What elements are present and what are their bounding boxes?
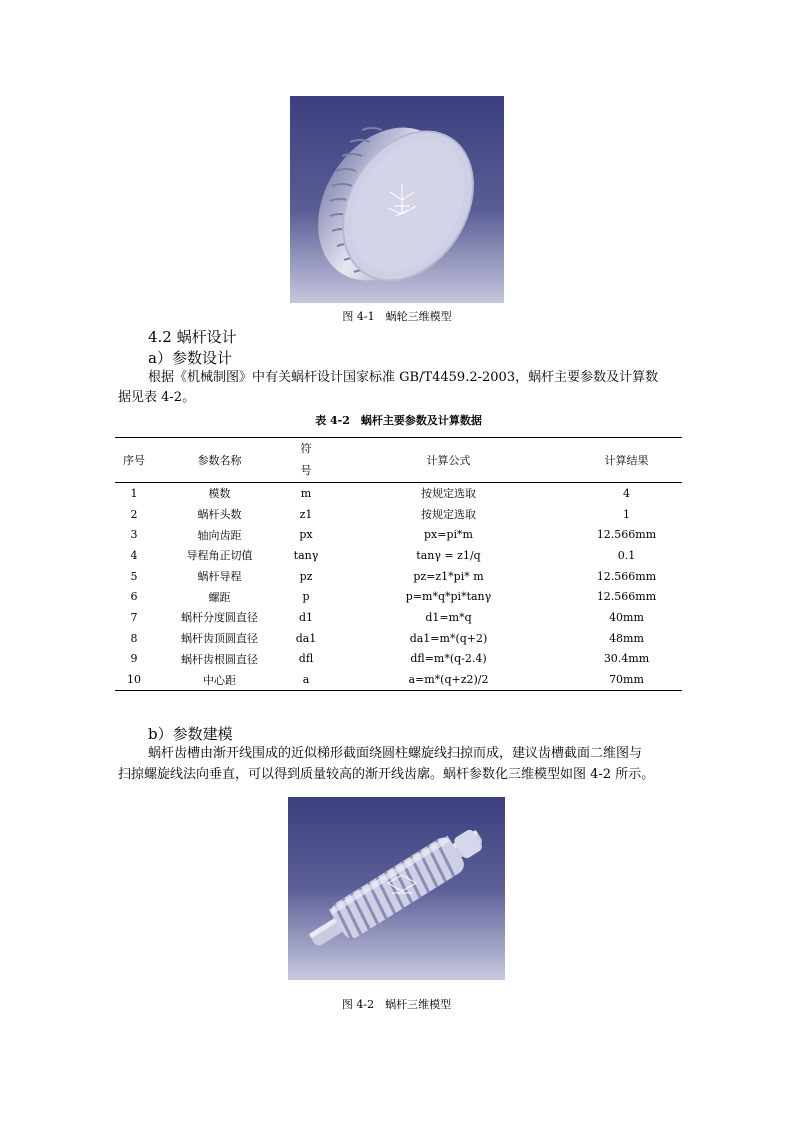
cell-symbol: z1 [299, 507, 313, 521]
figure1-caption: 图 4-1 蜗轮三维模型 [342, 310, 452, 323]
cell-no: 2 [130, 507, 138, 521]
cell-no: 8 [130, 631, 138, 645]
cell-name: 蜗杆齿顶圆直径 [181, 632, 258, 646]
subheading-b: b）参数建模 [148, 725, 233, 743]
cell-result: 30.4mm [603, 652, 650, 666]
cell-no: 3 [130, 528, 138, 542]
cell-symbol: d1 [298, 610, 314, 624]
header-result: 计算结果 [604, 454, 649, 467]
cell-result: 1 [623, 507, 630, 521]
cell-result: 0.1 [617, 548, 636, 562]
table-row [115, 607, 682, 628]
cell-result: 48mm [609, 631, 644, 645]
header-name: 参数名称 [197, 454, 242, 467]
cell-name: 蜗杆导程 [197, 570, 242, 584]
table-title: 表 4-2 蜗杆主要参数及计算数据 [315, 414, 482, 427]
paragraph-b-line2: 扫掠螺旋线法向垂直，可以得到质量较高的渐开线齿廓。蜗杆参数化三维模型如图 4-2 所示。 [118, 767, 655, 782]
table-row [115, 669, 682, 690]
paragraph-a-line1: 根据《机械制图》中有关蜗杆设计国家标准 GB/T4459.2-2003，蜗杆主要参数及计算数 [148, 370, 659, 385]
cell-name: 模数 [208, 487, 231, 501]
cell-symbol: tanγ [293, 548, 319, 562]
cell-name: 螺距 [208, 590, 231, 604]
table-row [115, 524, 682, 545]
cell-symbol: px [299, 528, 313, 542]
cell-name: 蜗杆头数 [197, 508, 242, 522]
cell-no: 9 [130, 652, 138, 666]
header-formula: 计算公式 [426, 454, 471, 467]
cell-no: 4 [130, 548, 138, 562]
cell-no: 1 [130, 486, 138, 500]
cell-no: 5 [130, 569, 138, 583]
cell-symbol: p [302, 590, 310, 604]
cell-name: 蜗杆分度圆直径 [181, 611, 258, 625]
cell-formula: 按规定选取 [421, 487, 476, 501]
header-symbol-line2: 号 [300, 464, 312, 477]
cell-name: 中心距 [203, 673, 236, 687]
section-heading: 4.2 蜗杆设计 [148, 328, 237, 346]
cell-symbol: dfl [298, 652, 314, 666]
figure2-caption: 图 4-2 蜗杆三维模型 [341, 998, 452, 1011]
cell-result: 12.566mm [596, 569, 657, 583]
table-row [115, 545, 682, 566]
header-no: 序号 [123, 454, 145, 467]
cell-result: 12.566mm [596, 528, 657, 542]
cell-name: 轴向齿距 [197, 528, 242, 542]
cell-result: 70mm [609, 673, 644, 687]
cell-formula: pz=z1*pi* m [413, 569, 484, 583]
table-row [115, 566, 682, 587]
cell-symbol: da1 [295, 631, 317, 645]
cell-no: 7 [130, 610, 138, 624]
cell-result: 40mm [609, 610, 644, 624]
cell-no: 10 [127, 673, 141, 687]
table-row [115, 504, 682, 525]
header-symbol [286, 438, 326, 483]
cell-no: 6 [130, 590, 138, 604]
cell-symbol: pz [299, 569, 313, 583]
figure-worm-gear [290, 96, 504, 303]
table-row [115, 483, 682, 504]
cell-formula: p=m*q*pi*tanγ [405, 590, 492, 604]
header-symbol-line1: 符 [300, 442, 312, 455]
paragraph-b-line1: 蜗杆齿槽由渐开线围成的近似梯形截面绕圆柱螺旋线扫掠而成，建议齿槽截面二维图与 [148, 746, 643, 761]
parameter-table [115, 437, 682, 691]
cell-result: 12.566mm [596, 590, 657, 604]
cell-formula: px=pi*m [424, 528, 473, 542]
table-row [115, 586, 682, 607]
cell-formula: a=m*(q+z2)/2 [408, 673, 489, 687]
cell-formula: d1=m*q [425, 610, 472, 624]
table-header-row [115, 438, 682, 483]
cell-symbol: a [302, 673, 310, 687]
paragraph-a-line2: 据见表 4-2。 [118, 390, 196, 405]
cell-symbol: m [300, 486, 312, 500]
cell-formula: tanγ = z1/q [416, 548, 481, 562]
worm-gear-render [290, 96, 504, 303]
cell-formula: 按规定选取 [421, 508, 476, 522]
subheading-a: a）参数设计 [148, 349, 232, 367]
figure-worm-shaft [288, 797, 505, 980]
worm-shaft-render [288, 797, 505, 980]
cell-formula: da1=m*(q+2) [409, 631, 488, 645]
cell-formula: dfl=m*(q-2.4) [410, 652, 487, 666]
cell-result: 4 [623, 486, 630, 500]
cell-name: 导程角正切值 [186, 549, 253, 563]
table-row [115, 628, 682, 649]
table-row [115, 649, 682, 670]
cell-name: 蜗杆齿根圆直径 [181, 652, 258, 666]
